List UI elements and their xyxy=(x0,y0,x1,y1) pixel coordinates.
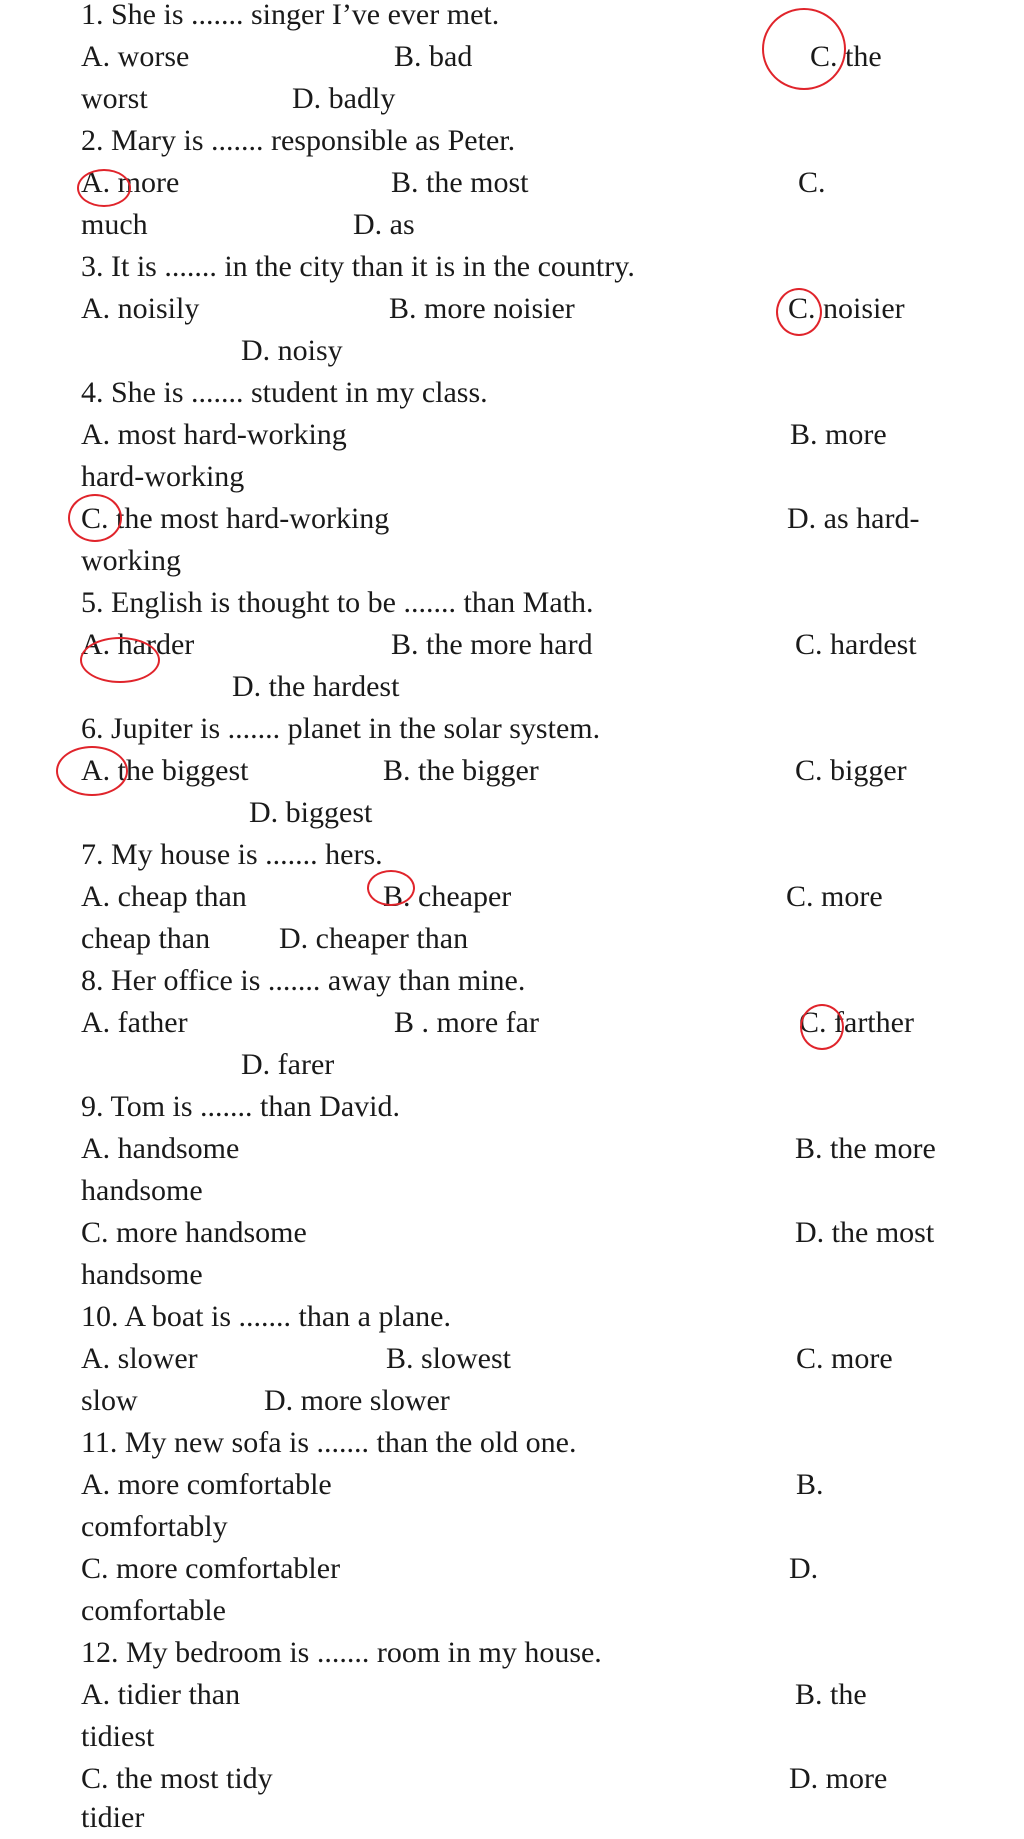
q8-stem: 8. Her office is ....... away than mine. xyxy=(81,964,526,997)
q4-option-c: C. the most hard-working xyxy=(81,502,390,535)
q7-option-c-wrap: cheap than xyxy=(81,922,211,955)
q2-option-a: A. more xyxy=(81,166,180,199)
q9-option-d-wrap: handsome xyxy=(81,1258,203,1291)
q7-option-c: C. more xyxy=(786,880,883,913)
q8-option-d: D. farer xyxy=(241,1048,335,1081)
q1-option-a: A. worse xyxy=(81,40,190,73)
q11-option-b-wrap: comfortably xyxy=(81,1510,228,1543)
q7-option-d: D. cheaper than xyxy=(279,922,469,955)
q5-option-a: A. harder xyxy=(81,628,195,661)
q8-option-c: C. farther xyxy=(799,1006,914,1039)
q12-option-b: B. the xyxy=(795,1678,867,1711)
q5-stem: 5. English is thought to be ....... than Math. xyxy=(81,586,594,619)
q12-option-d-wrap: tidier xyxy=(81,1801,145,1834)
q11-option-a: A. more comfortable xyxy=(81,1468,332,1501)
q9-stem: 9. Tom is ....... than David. xyxy=(81,1090,400,1123)
q6-option-c: C. bigger xyxy=(795,754,907,787)
q4-option-a: A. most hard-working xyxy=(81,418,347,451)
q2-option-b: B. the most xyxy=(391,166,529,199)
q6-option-b: B. the bigger xyxy=(383,754,539,787)
q5-option-d: D. the hardest xyxy=(232,670,400,703)
q5-option-b: B. the more hard xyxy=(391,628,593,661)
q9-option-b-wrap: handsome xyxy=(81,1174,203,1207)
q11-option-b: B. xyxy=(796,1468,824,1501)
q11-option-d-wrap: comfortable xyxy=(81,1594,226,1627)
q9-option-b: B. the more xyxy=(795,1132,936,1165)
q4-option-b-wrap: hard-working xyxy=(81,460,245,493)
q10-option-b: B. slowest xyxy=(386,1342,512,1375)
q8-option-b: B . more far xyxy=(394,1006,539,1039)
q11-stem: 11. My new sofa is ....... than the old one. xyxy=(81,1426,577,1459)
q10-option-d: D. more slower xyxy=(264,1384,450,1417)
q4-option-d-wrap: working xyxy=(81,544,181,577)
q3-option-d: D. noisy xyxy=(241,334,343,367)
q12-option-a: A. tidier than xyxy=(81,1678,241,1711)
q5-option-c: C. hardest xyxy=(795,628,917,661)
q2-option-c: C. xyxy=(798,166,826,199)
q1-option-b: B. bad xyxy=(394,40,473,73)
q1-option-c: C. the xyxy=(810,40,882,73)
q12-option-c: C. the most tidy xyxy=(81,1762,273,1795)
q6-stem: 6. Jupiter is ....... planet in the solar system. xyxy=(81,712,601,745)
q6-option-a: A. the biggest xyxy=(81,754,249,787)
q3-option-b: B. more noisier xyxy=(389,292,575,325)
q10-stem: 10. A boat is ....... than a plane. xyxy=(81,1300,451,1333)
q4-option-d: D. as hard- xyxy=(787,502,920,535)
q4-stem: 4. She is ....... student in my class. xyxy=(81,376,488,409)
q10-option-c-wrap: slow xyxy=(81,1384,138,1417)
q6-option-d: D. biggest xyxy=(249,796,373,829)
q7-option-a: A. cheap than xyxy=(81,880,247,913)
q7-stem: 7. My house is ....... hers. xyxy=(81,838,383,871)
q11-option-d: D. xyxy=(789,1552,819,1585)
q10-option-c: C. more xyxy=(796,1342,893,1375)
q1-stem: 1. She is ....... singer I’ve ever met. xyxy=(81,0,500,31)
q9-option-a: A. handsome xyxy=(81,1132,240,1165)
q10-option-a: A. slower xyxy=(81,1342,198,1375)
q9-option-c: C. more handsome xyxy=(81,1216,307,1249)
q8-option-a: A. father xyxy=(81,1006,188,1039)
q11-option-c: C. more comfortabler xyxy=(81,1552,341,1585)
q3-option-a: A. noisily xyxy=(81,292,200,325)
q12-option-b-wrap: tidiest xyxy=(81,1720,155,1753)
q1-option-d: D. badly xyxy=(292,82,396,115)
q12-stem: 12. My bedroom is ....... room in my house. xyxy=(81,1636,602,1669)
q2-option-d: D. as xyxy=(353,208,415,241)
q3-stem: 3. It is ....... in the city than it is in the country. xyxy=(81,250,635,283)
q9-option-d: D. the most xyxy=(795,1216,935,1249)
q2-option-c-wrap: much xyxy=(81,208,148,241)
q12-option-d: D. more xyxy=(789,1762,888,1795)
q3-option-c: C. noisier xyxy=(788,292,905,325)
q2-stem: 2. Mary is ....... responsible as Peter. xyxy=(81,124,516,157)
q4-option-b: B. more xyxy=(790,418,887,451)
q1-option-c-wrap: worst xyxy=(81,82,148,115)
q7-option-b: B. cheaper xyxy=(383,880,512,913)
